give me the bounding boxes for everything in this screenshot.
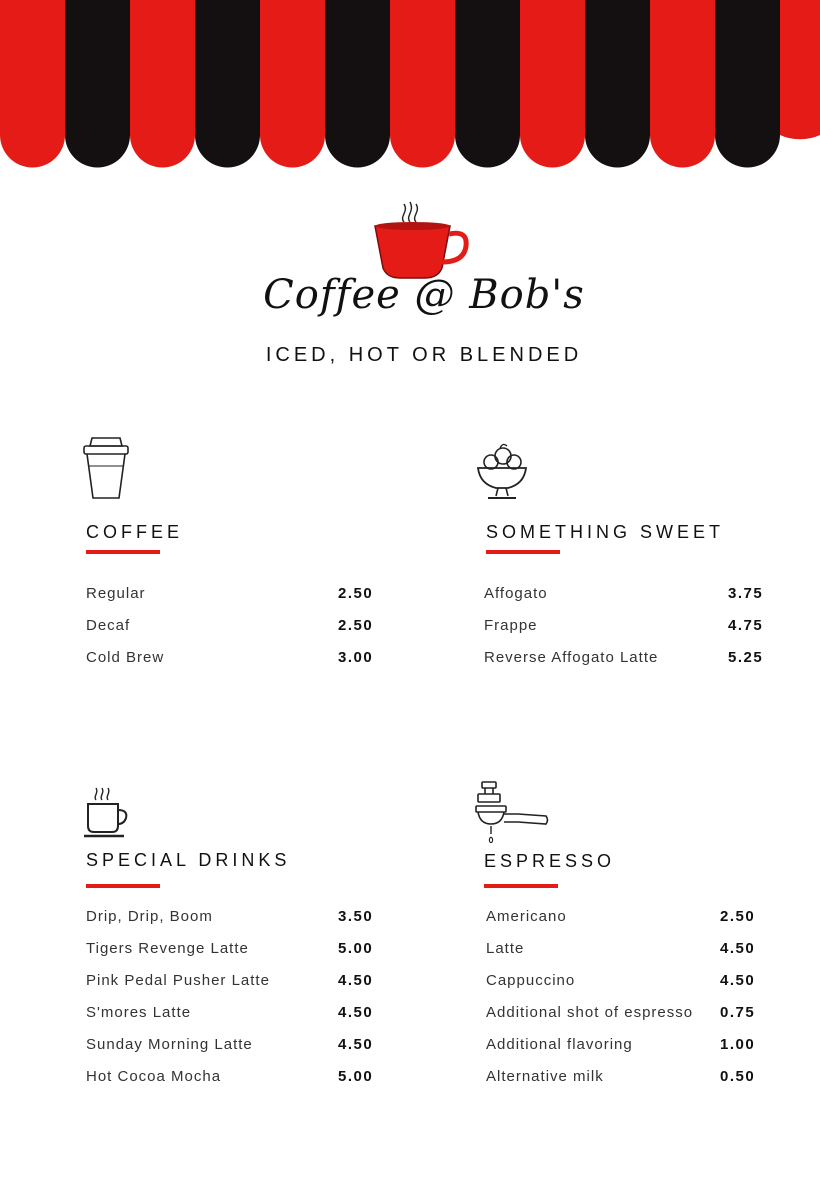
item-name: Drip, Drip, Boom: [86, 908, 213, 925]
item-name: Cappuccino: [486, 972, 576, 989]
menu-item: [86, 616, 376, 648]
menu-item: [486, 1003, 776, 1035]
item-price: 3.00: [338, 649, 374, 666]
item-name: Latte: [486, 940, 525, 957]
item-price: 5.25: [728, 649, 764, 666]
item-price: 4.50: [338, 1036, 374, 1053]
menu-item: [86, 584, 376, 616]
menu-list-coffee: [86, 584, 376, 680]
portafilter-icon: [474, 780, 550, 846]
item-price: 3.75: [728, 585, 764, 602]
menu-item: [86, 1035, 376, 1067]
item-name: Pink Pedal Pusher Latte: [86, 972, 270, 989]
item-price: 4.75: [728, 617, 764, 634]
item-name: Frappe: [484, 617, 538, 634]
section-heading-coffee: COFFEE: [86, 522, 184, 542]
menu-item: [484, 648, 774, 680]
item-name: Reverse Affogato Latte: [484, 649, 659, 666]
item-price: 2.50: [338, 617, 374, 634]
ice-cream-bowl-icon: [474, 440, 530, 504]
item-price: 5.00: [338, 940, 374, 957]
item-price: 0.75: [720, 1004, 756, 1021]
brand-title: Coffee @ Bob's: [263, 272, 585, 318]
item-price: 2.50: [338, 585, 374, 602]
item-name: Alternative milk: [486, 1068, 604, 1085]
menu-list-espresso: [486, 907, 776, 1099]
section-underline: [486, 550, 560, 554]
item-price: 4.50: [338, 1004, 374, 1021]
item-price: 4.50: [720, 972, 756, 989]
section-heading-something-sweet: SOMETHING SWEET: [486, 522, 725, 542]
item-name: Hot Cocoa Mocha: [86, 1068, 222, 1085]
item-price: 5.00: [338, 1068, 374, 1085]
section-underline: [484, 884, 558, 888]
item-name: Regular: [86, 585, 146, 602]
item-name: Decaf: [86, 617, 131, 634]
menu-item: [486, 1035, 776, 1067]
item-name: Tigers Revenge Latte: [86, 940, 249, 957]
menu-item: [484, 616, 774, 648]
section-heading-espresso: ESPRESSO: [484, 851, 616, 871]
item-name: Affogato: [484, 585, 548, 602]
takeaway-cup-icon: [80, 432, 132, 504]
menu-item: [86, 939, 376, 971]
section-underline: [86, 884, 160, 888]
section-underline: [86, 550, 160, 554]
menu-item: [486, 1067, 776, 1099]
item-price: 0.50: [720, 1068, 756, 1085]
item-price: 4.50: [338, 972, 374, 989]
menu-item: [86, 907, 376, 939]
brand-tagline: ICED, HOT OR BLENDED: [265, 344, 583, 366]
menu-item: [486, 939, 776, 971]
item-name: S'mores Latte: [86, 1004, 192, 1021]
item-price: 2.50: [720, 908, 756, 925]
item-price: 1.00: [720, 1036, 756, 1053]
item-name: Cold Brew: [86, 649, 165, 666]
menu-item: [86, 971, 376, 1003]
steaming-mug-icon: [82, 786, 132, 842]
item-name: Additional shot of espresso: [486, 1004, 694, 1021]
item-name: Additional flavoring: [486, 1036, 633, 1053]
awning-stripes: [0, 0, 820, 170]
coffee-cup-logo-icon: [370, 196, 470, 282]
item-name: Sunday Morning Latte: [86, 1036, 253, 1053]
item-price: 3.50: [338, 908, 374, 925]
menu-item: [486, 971, 776, 1003]
item-price: 4.50: [720, 940, 756, 957]
menu-list-special-drinks: [86, 907, 376, 1099]
menu-item: [86, 1067, 376, 1099]
menu-item: [484, 584, 774, 616]
section-heading-special-drinks: SPECIAL DRINKS: [86, 850, 291, 870]
menu-item: [86, 648, 376, 680]
item-name: Americano: [486, 908, 567, 925]
menu-item: [486, 907, 776, 939]
menu-list-something-sweet: [484, 584, 774, 680]
menu-item: [86, 1003, 376, 1035]
